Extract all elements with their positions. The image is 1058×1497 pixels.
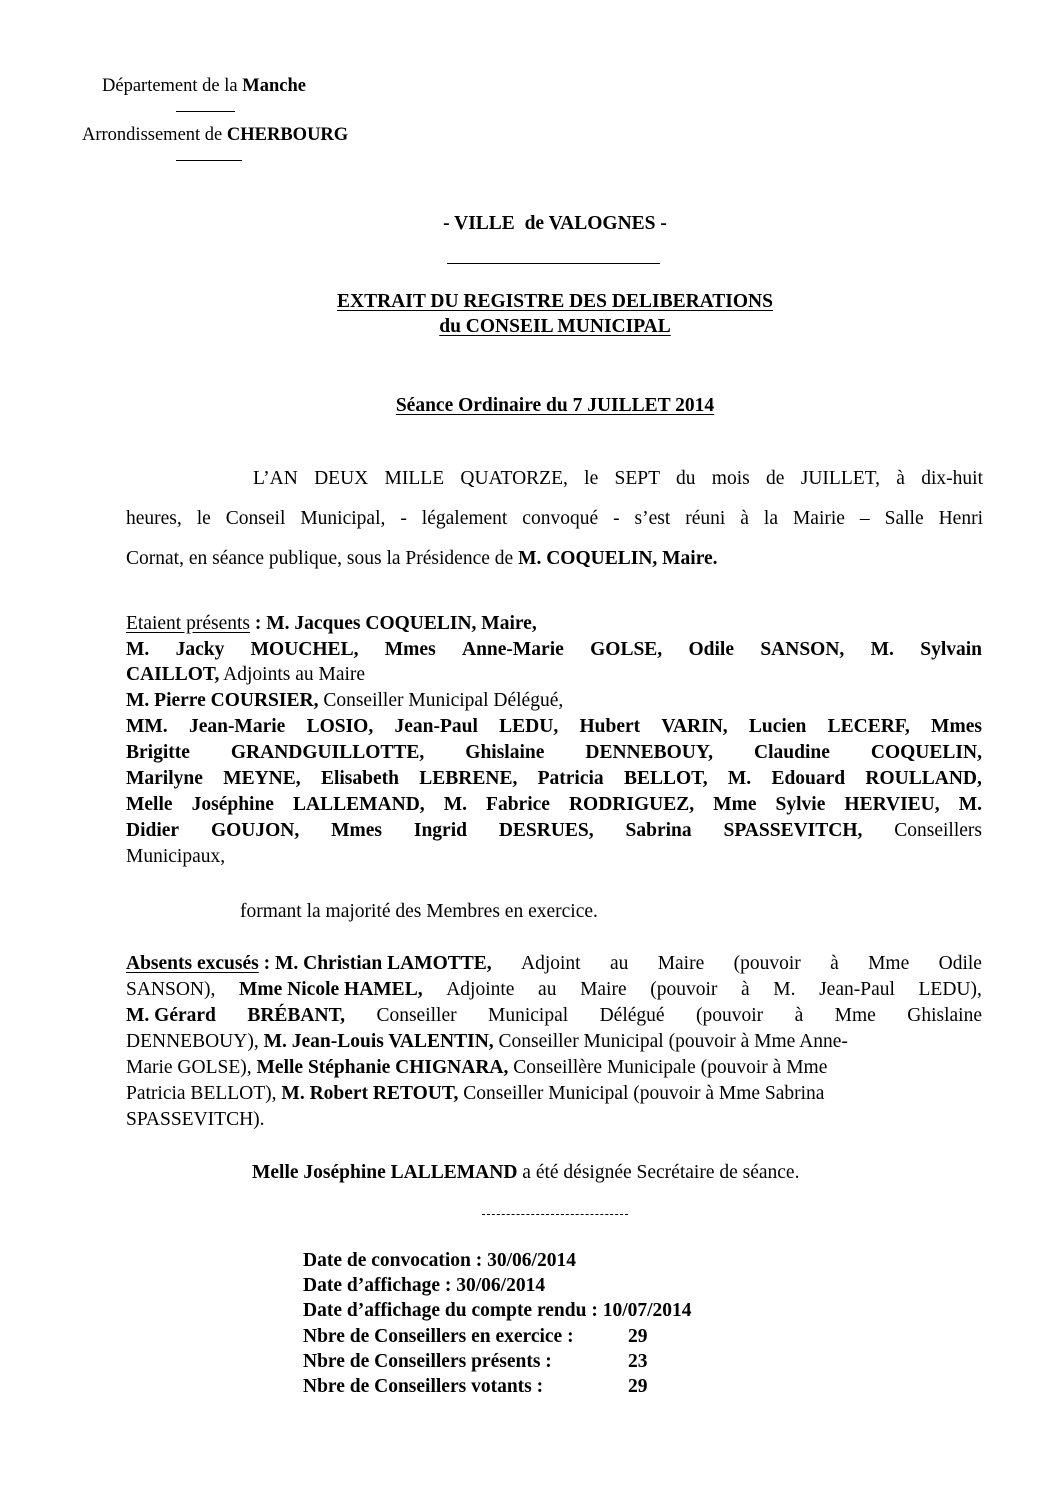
presents-maire: M. Jacques COQUELIN, Maire, [266,613,537,634]
word: Odile [938,953,982,974]
word: VARIN, [661,716,728,737]
stat-label: Date d’affichage : [303,1275,457,1296]
stat-value: 30/06/2014 [456,1275,546,1296]
word: à [794,1005,804,1026]
stat-conseillers-presents [303,1351,663,1373]
word: Claudine [754,742,830,763]
word: SANSON), [126,979,216,1000]
word: au [609,953,629,974]
word: Délégué [599,1005,665,1026]
word: Maire [657,953,705,974]
word: BELLOT, [623,768,708,789]
intro-line-3 [126,548,718,570]
word: M. [443,794,467,815]
word: COQUELIN, [870,742,982,763]
word: SPASSEVITCH, [723,820,863,841]
word: M. Gérard [126,1005,216,1026]
arrondissement-prefix: Arrondissement de [82,125,227,145]
presents-line-9 [126,820,982,842]
stat-value: 29 [628,1376,648,1397]
word: Edouard [771,768,846,789]
word: MEYNE, [223,768,301,789]
absents-line-2 [126,979,982,1001]
word: Sylvain [920,639,982,660]
header-rule-2 [176,160,242,161]
word: GOLSE, [590,639,663,660]
secretaire-line [252,1162,799,1184]
name-hamel: Mme Nicole HAMEL, [239,979,423,1000]
word: Jacky [175,639,225,660]
name-lamotte: M. Christian LAMOTTE, [274,953,492,974]
word: GRANDGUILLOTTE, [230,742,425,763]
word: M. [126,639,150,660]
word: Odile [688,639,735,660]
word: Mme [713,794,757,815]
word: Lucien [748,716,807,737]
stat-conseillers-exercice [303,1326,663,1348]
name-retout: M. Robert RETOUT, [281,1083,459,1104]
absents-line-6 [126,1083,982,1105]
intro-line-1: L’AN DEUX MILLE QUATORZE, le SEPT du mois de JUILLET, à dix-huit [253,468,983,489]
presents-line-7 [126,768,982,790]
absents-sep: : [258,953,275,974]
presents-line-8 [126,794,982,816]
text: Marie GOLSE), [126,1057,257,1078]
name-valentin: M. Jean-Louis VALENTIN, [263,1031,494,1052]
word: LEDU, [499,716,559,737]
text: Conseiller Municipal (pouvoir à Mme Sabrina [458,1083,825,1104]
word: M. [870,639,894,660]
text: Conseiller Municipal (pouvoir à Mme Anne- [493,1031,848,1052]
word: Ghislaine [907,1005,982,1026]
extrait-title-line1: EXTRAIT DU REGISTRE DES DELIBERATIONS [337,291,773,312]
stat-date-compte-rendu [303,1300,692,1322]
stat-value: 29 [628,1326,648,1347]
presents-label: Etaient présents [126,613,250,634]
word: RODRIGUEZ, [568,794,695,815]
word: LECERF, [827,716,910,737]
name-chignara: Melle Stéphanie CHIGNARA, [256,1057,509,1078]
word: Mmes [931,716,982,737]
intro-line-3-text: Cornat, en séance publique, sous la Présidence de [126,548,519,569]
word: Hubert [579,716,641,737]
stat-value: 30/06/2014 [487,1250,576,1271]
departement-prefix: Département de la [102,76,243,96]
word: Ingrid [413,820,467,841]
word: ROULLAND, [865,768,982,789]
word: Elisabeth [320,768,399,789]
presents-line-2 [126,639,982,661]
name-coursier: M. Pierre COURSIER, [126,690,319,711]
word: Brigitte [126,742,190,763]
stat-label: Nbre de Conseillers votants : [303,1376,544,1397]
word: MOUCHEL, [250,639,359,660]
secretaire-name: Melle Joséphine LALLEMAND [252,1162,518,1183]
presents-line-4 [126,690,982,712]
presents-line-10: Municipaux, [126,846,226,867]
word: Ghislaine [465,742,545,763]
word: LOSIO, [306,716,374,737]
absents-line-7: SPASSEVITCH). [126,1109,265,1130]
word: Sabrina [625,820,692,841]
word: SANSON, [760,639,845,660]
word: Adjoint [521,953,581,974]
word: GOUJON, [210,820,300,841]
text: Conseillère Municipale (pouvoir à Mme [508,1057,828,1078]
word: au [538,979,557,1000]
presents-sep: : [250,613,267,634]
ville-rule [447,263,660,264]
word: Mme [834,1005,876,1026]
presents-line-3 [126,664,982,686]
word: Jean-Paul [394,716,478,737]
role-adjoints: Adjoints au Maire [219,664,366,685]
president-name: M. COQUELIN, Maire. [518,548,718,569]
word: Melle [126,794,173,815]
word: Conseillers [894,820,982,841]
stat-label: Date de convocation : [303,1250,488,1271]
stat-label: Nbre de Conseillers en exercice : [303,1326,574,1347]
presents-line-5 [126,716,982,738]
word: Mmes [331,820,382,841]
word: Mme [868,953,910,974]
word: Anne-Marie [461,639,564,660]
word: LEBRENE, [419,768,518,789]
word: LEDU), [918,979,982,1000]
text: Patricia BELLOT), [126,1083,282,1104]
word: à [830,953,839,974]
word: M. [773,979,796,1000]
departement-name: Manche [242,76,306,96]
word: HERVIEU, [844,794,940,815]
text: DENNEBOUY), [126,1031,264,1052]
stat-date-affichage [303,1275,545,1297]
arrondissement-name: CHERBOURG [226,125,349,145]
stat-conseillers-votants [303,1376,663,1398]
ville-title: - VILLE de VALOGNES - [443,213,667,234]
word: M. [958,794,982,815]
word: (pouvoir [695,1005,764,1026]
absents-line-1 [126,953,982,975]
word: à [741,979,750,1000]
word: Mmes [384,639,436,660]
separator-dashes [482,1214,628,1215]
word: M. [727,768,752,789]
word: Joséphine [191,794,274,815]
extrait-title-line2: du CONSEIL MUNICIPAL [439,316,671,337]
seance-title: Séance Ordinaire du 7 JUILLET 2014 [395,395,715,416]
word: Marilyne [126,768,203,789]
word: Conseiller [376,1005,457,1026]
absents-label: Absents excusés [126,953,259,974]
absents-line-4 [126,1031,982,1053]
presents-line-6 [126,742,982,764]
word: (pouvoir [733,953,801,974]
presents-line-1 [126,613,982,635]
word: LALLEMAND, [293,794,425,815]
word: Maire [580,979,627,1000]
secretaire-text: a été désignée Secrétaire de séance. [517,1162,800,1183]
majorite-text: formant la majorité des Membres en exercice. [240,901,598,922]
word: DENNEBOUY, [585,742,714,763]
absents-line-5 [126,1057,982,1079]
intro-line-2: heures, le Conseil Municipal, - légalement convoqué - s’est réuni à la Mairie – Salle Henri [126,508,983,529]
word: Jean-Marie [188,716,286,737]
absents-line-3 [126,1005,982,1027]
departement-line [102,76,306,97]
stat-value: 23 [628,1351,648,1372]
name-caillot: CAILLOT, [126,664,220,685]
word: Didier [126,820,180,841]
header-rule-1 [176,111,235,112]
stat-label: Date d’affichage du compte rendu : [303,1300,603,1321]
word: Sylvie [775,794,826,815]
word: Adjointe [446,979,515,1000]
word: (pouvoir [650,979,718,1000]
word: MM. [126,716,168,737]
word: BRÉBANT, [247,1005,346,1026]
role-delegue: Conseiller Municipal Délégué, [318,690,564,711]
stat-value: 10/07/2014 [602,1300,692,1321]
word: Patricia [537,768,604,789]
word: DESRUES, [498,820,594,841]
stat-date-convocation [303,1250,576,1272]
arrondissement-line [82,125,348,146]
word: Municipal [488,1005,569,1026]
word: Jean-Paul [819,979,895,1000]
word: Fabrice [486,794,550,815]
stat-label: Nbre de Conseillers présents : [303,1351,552,1372]
